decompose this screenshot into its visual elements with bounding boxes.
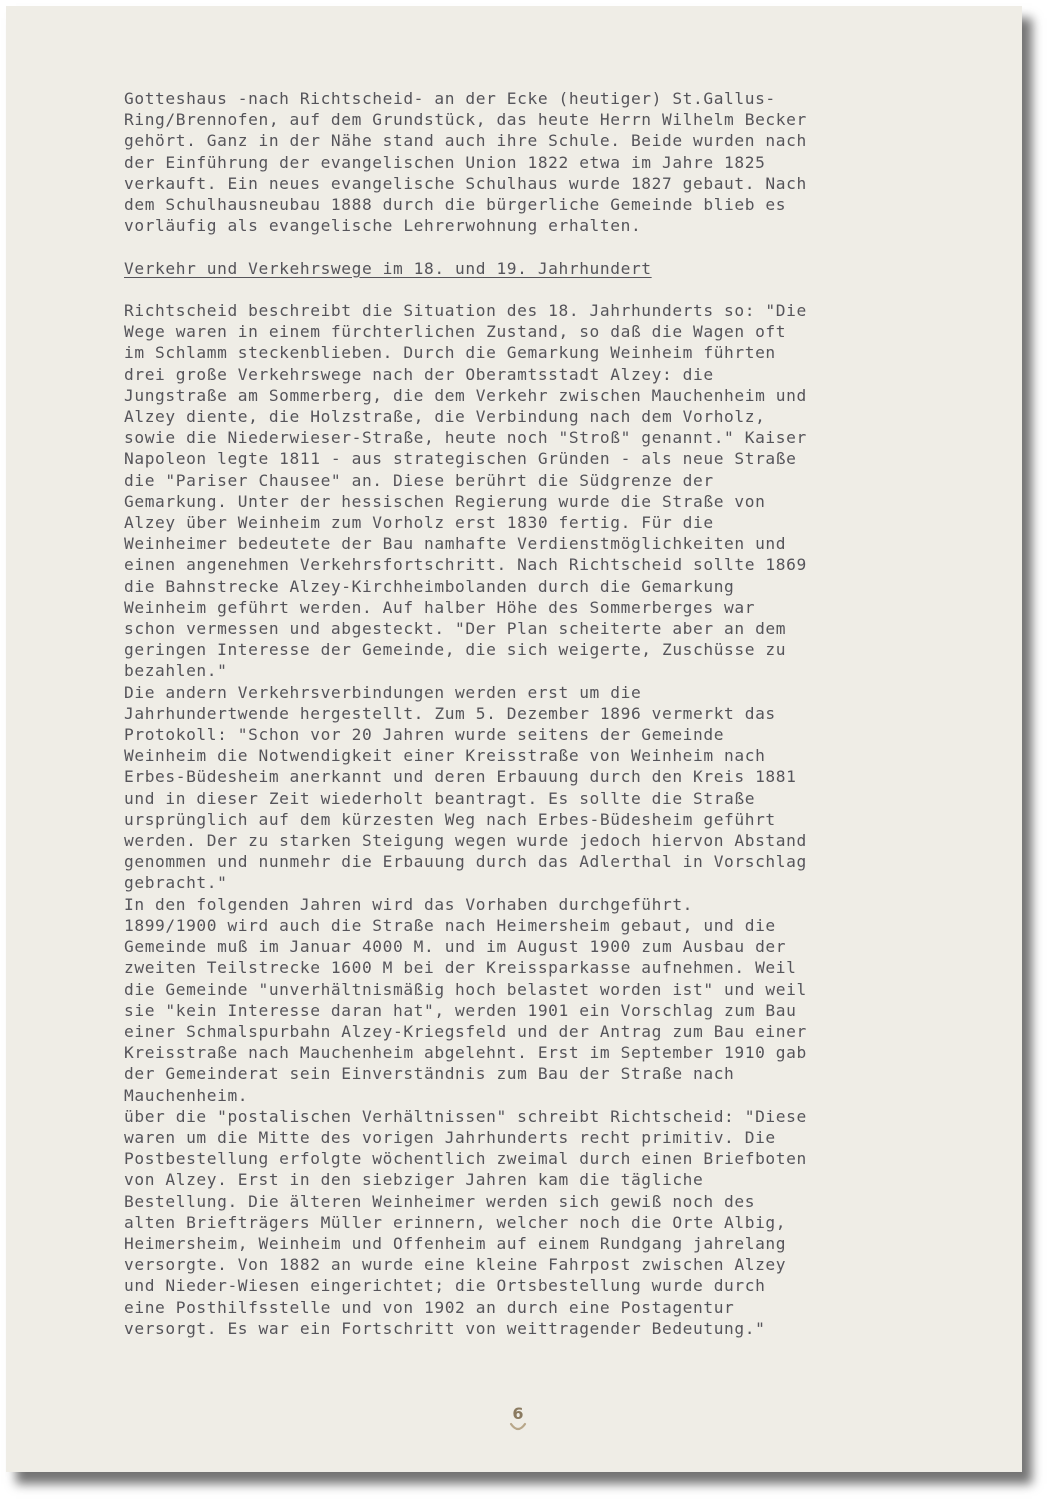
- body-paragraph: [124, 300, 984, 1339]
- body-line: Alzey diente, die Holzstraße, die Verbindung nach dem Vorholz,: [124, 407, 766, 427]
- intro-line: vorläufig als evangelische Lehrerwohnung erhalten.: [124, 216, 642, 236]
- section-heading: Verkehr und Verkehrswege im 18. und 19. Jahrhundert: [124, 258, 652, 278]
- body-line: ursprünglich auf dem kürzesten Weg nach Erbes-Büdesheim geführt: [124, 809, 776, 829]
- body-line: Bestellung. Die älteren Weinheimer werden sich gewiß noch des: [124, 1191, 756, 1211]
- body-line: Gemarkung. Unter der hessischen Regierung wurde die Straße von: [124, 491, 766, 511]
- body-line: Napoleon legte 1811 - aus strategischen Gründen - als neue Straße: [124, 449, 797, 469]
- body-line: zweiten Teilstrecke 1600 M bei der Kreissparkasse aufnehmen. Weil: [124, 958, 797, 978]
- body-line: bezahlen.": [124, 661, 228, 681]
- body-line: und in dieser Zeit wiederholt beantragt. Es sollte die Straße: [124, 788, 756, 808]
- body-line: geringen Interesse der Gemeinde, die sich weigerte, Zuschüsse zu: [124, 640, 787, 660]
- body-line: Mauchenheim.: [124, 1085, 249, 1105]
- body-line: sie "kein Interesse daran hat", werden 1901 ein Vorschlag zum Bau: [124, 1000, 797, 1020]
- paragraph-gap: [124, 236, 984, 257]
- body-line: Protokoll: "Schon vor 20 Jahren wurde seitens der Gemeinde: [124, 725, 725, 745]
- page-content: [124, 88, 984, 1339]
- body-line: alten Briefträgers Müller erinnern, welcher noch die Orte Albig,: [124, 1212, 787, 1232]
- paragraph-gap: [124, 279, 984, 300]
- body-line: im Schlamm steckenblieben. Durch die Gemarkung Weinheim führten: [124, 343, 776, 363]
- body-line: Die andern Verkehrsverbindungen werden erst um die: [124, 682, 642, 702]
- body-line: drei große Verkehrswege nach der Oberamtsstadt Alzey: die: [124, 364, 714, 384]
- body-line: Postbestellung erfolgte wöchentlich zweimal durch einen Briefboten: [124, 1149, 807, 1169]
- intro-line: der Einführung der evangelischen Union 1822 etwa im Jahre 1825: [124, 152, 766, 172]
- body-line: genommen und nunmehr die Erbauung durch das Adlerthal in Vorschlag: [124, 852, 807, 872]
- body-line: und Nieder-Wiesen eingerichtet; die Ortsbestellung wurde durch: [124, 1276, 766, 1296]
- body-line: In den folgenden Jahren wird das Vorhaben durchgeführt.: [124, 894, 694, 914]
- page-number: [506, 1404, 530, 1434]
- body-line: einen angenehmen Verkehrsfortschritt. Nach Richtscheid sollte 1869: [124, 555, 807, 575]
- body-line: versorgte. Von 1882 an wurde eine kleine Fahrpost zwischen Alzey: [124, 1255, 787, 1275]
- body-line: Kreisstraße nach Mauchenheim abgelehnt. Erst im September 1910 gab: [124, 1043, 807, 1063]
- body-line: Weinheim die Notwendigkeit einer Kreisstraße von Weinheim nach: [124, 746, 766, 766]
- body-line: gebracht.": [124, 873, 228, 893]
- intro-line: dem Schulhausneubau 1888 durch die bürgerliche Gemeinde blieb es: [124, 195, 787, 215]
- intro-line: Ring/Brennofen, auf dem Grundstück, das heute Herrn Wilhelm Becker: [124, 110, 807, 130]
- body-line: Wege waren in einem fürchterlichen Zustand, so daß die Wagen oft: [124, 322, 787, 342]
- body-line: eine Posthilfsstelle und von 1902 an durch eine Postagentur: [124, 1297, 735, 1317]
- body-line: Richtscheid beschreibt die Situation des 18. Jahrhunderts so: "Die: [124, 301, 807, 320]
- body-line: die "Pariser Chausee" an. Diese berührt die Südgrenze der: [124, 470, 714, 490]
- intro-line: verkauft. Ein neues evangelische Schulhaus wurde 1827 gebaut. Nach: [124, 173, 807, 193]
- intro-line: Gotteshaus -nach Richtscheid- an der Ecke (heutiger) St.Gallus-: [124, 89, 776, 108]
- body-line: schon vermessen und abgesteckt. "Der Plan scheiterte aber an dem: [124, 619, 787, 639]
- body-line: die Gemeinde "unverhältnismäßig hoch belastet worden ist" und weil: [124, 979, 807, 999]
- body-line: versorgt. Es war ein Fortschritt von weittragender Bedeutung.": [124, 1318, 766, 1338]
- body-line: Jahrhundertwende hergestellt. Zum 5. Dezember 1896 vermerkt das: [124, 703, 776, 723]
- intro-paragraph: [124, 88, 984, 236]
- body-line: der Gemeinderat sein Einverständnis zum Bau der Straße nach: [124, 1064, 735, 1084]
- page-number-text: 6: [512, 1404, 524, 1423]
- body-line: Heimersheim, Weinheim und Offenheim auf einem Rundgang jahrelang: [124, 1233, 787, 1253]
- body-line: Jungstraße am Sommerberg, die dem Verkehr zwischen Mauchenheim und: [124, 385, 807, 405]
- body-line: 1899/1900 wird auch die Straße nach Heimersheim gebaut, und die: [124, 915, 776, 935]
- body-line: Erbes-Büdesheim anerkannt und deren Erbauung durch den Kreis 1881: [124, 767, 797, 787]
- body-line: waren um die Mitte des vorigen Jahrhunderts recht primitiv. Die: [124, 1127, 776, 1147]
- body-line: von Alzey. Erst in den siebziger Jahren kam die tägliche: [124, 1170, 704, 1190]
- body-line: einer Schmalspurbahn Alzey-Kriegsfeld und der Antrag zum Bau einer: [124, 1021, 807, 1041]
- body-line: die Bahnstrecke Alzey-Kirchheimbolanden durch die Gemarkung: [124, 576, 735, 596]
- body-line: sowie die Niederwieser-Straße, heute noch "Stroß" genannt." Kaiser: [124, 428, 807, 448]
- intro-line: gehört. Ganz in der Nähe stand auch ihre Schule. Beide wurden nach: [124, 131, 807, 151]
- body-line: Gemeinde muß im Januar 4000 M. und im August 1900 zum Ausbau der: [124, 937, 787, 957]
- page-number-swoosh-icon: [506, 1412, 530, 1434]
- body-line: Weinheimer bedeutete der Bau namhafte Verdienstmöglichkeiten und: [124, 534, 787, 554]
- document-page: [6, 6, 1022, 1472]
- body-line: Weinheim geführt werden. Auf halber Höhe des Sommerberges war: [124, 597, 756, 617]
- body-line: Alzey über Weinheim zum Vorholz erst 1830 fertig. Für die: [124, 513, 714, 533]
- body-line: werden. Der zu starken Steigung wegen wurde jedoch hiervon Abstand: [124, 831, 807, 851]
- body-line: über die "postalischen Verhältnissen" schreibt Richtscheid: "Diese: [124, 1106, 807, 1126]
